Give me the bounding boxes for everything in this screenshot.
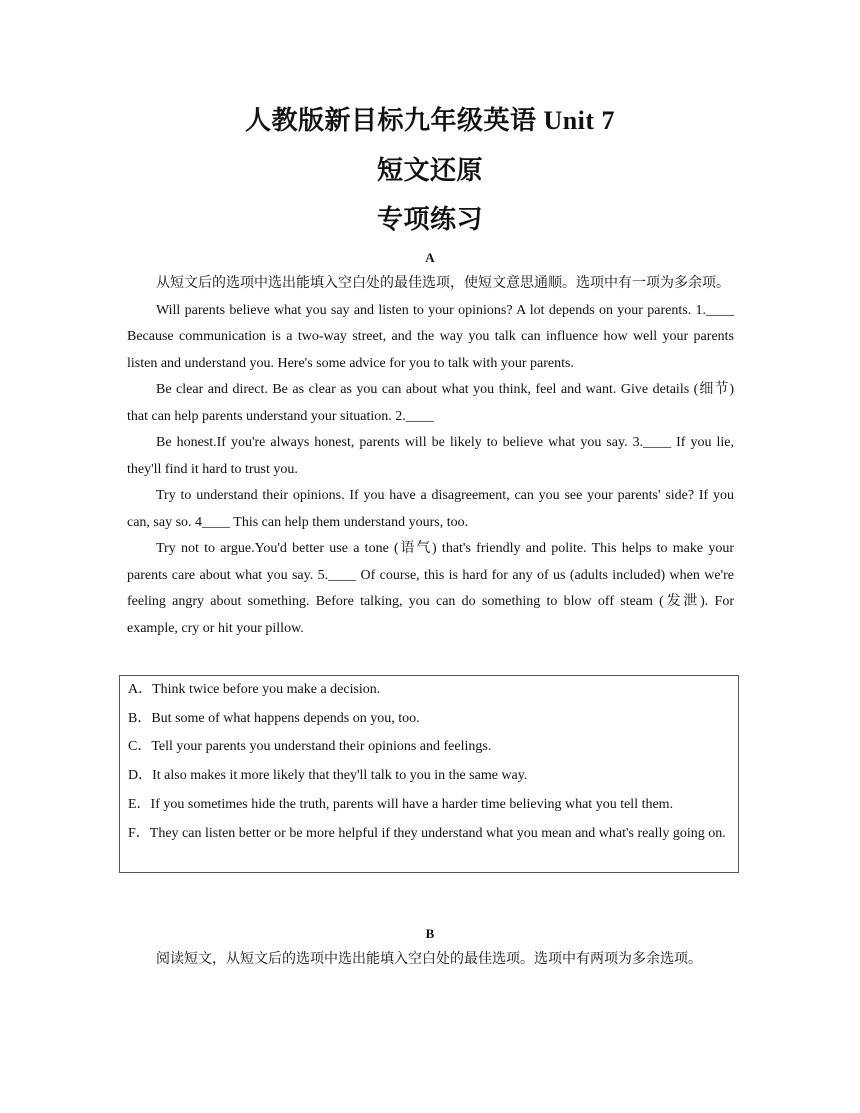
section-b-label: B (425, 926, 435, 941)
section-a-instruction: 从短文后的选项中选出能填入空白处的最佳选项，使短文意思通顺。选项中有一项为多余项。 (156, 276, 730, 291)
option-item: C．Tell your parents you understand their opinions and feelings. (128, 739, 492, 755)
passage-paragraph: Will parents believe what you say and listen to your opinions? A lot depends on your parents. 1.____ Because communication is a two-way street, and the way you talk can influence how well your parents listen and understand you. Here's some advice for you to talk with your parents. (127, 302, 734, 371)
section-a-body (127, 271, 734, 642)
option-item: B．But some of what happens depends on you, too. (128, 710, 420, 726)
document-subtitle-2: 专项练习 (376, 205, 483, 234)
passage-paragraph: Be clear and direct. Be as clear as you can about what you think, feel and want. Give details (细节) that can help parents understand your situation. 2.____ (127, 382, 734, 424)
section-a-label: A (425, 250, 435, 265)
passage-paragraph: Try not to argue.You'd better use a tone (语气) that's friendly and polite. This helps to make your parents care about what you say. 5.____ Of course, this is hard for any of us (adults included) when we're feeling angry about something. Before talking, you can do something to blow off steam (发泄). For example, cry or hit your pillow. (127, 541, 734, 636)
option-item: D．It also makes it more likely that they'll talk to you in the same way. (128, 768, 528, 784)
document-title: 人教版新目标九年级英语 Unit 7 (244, 106, 616, 135)
passage-paragraph: Try to understand their opinions. If you have a disagreement, can you see your parents' side? If you can, say so. 4____ This can help them understand yours, too. (127, 488, 734, 530)
option-item: E．If you sometimes hide the truth, parents will have a harder time believing what you tell them. (128, 796, 674, 812)
document-subtitle: 短文还原 (376, 156, 483, 185)
options-box (119, 675, 739, 873)
section-b-instruction: 阅读短文，从短文后的选项中选出能填入空白处的最佳选项。选项中有两项为多余选项。 (156, 952, 702, 967)
option-item: A．Think twice before you make a decision. (128, 682, 381, 697)
option-item: F．They can listen better or be more helpful if they understand what you mean and what's really going on. (128, 825, 726, 841)
passage-paragraph: Be honest.If you're always honest, parents will be likely to believe what you say. 3.____ If you lie, they'll find it hard to trust you. (127, 435, 734, 477)
